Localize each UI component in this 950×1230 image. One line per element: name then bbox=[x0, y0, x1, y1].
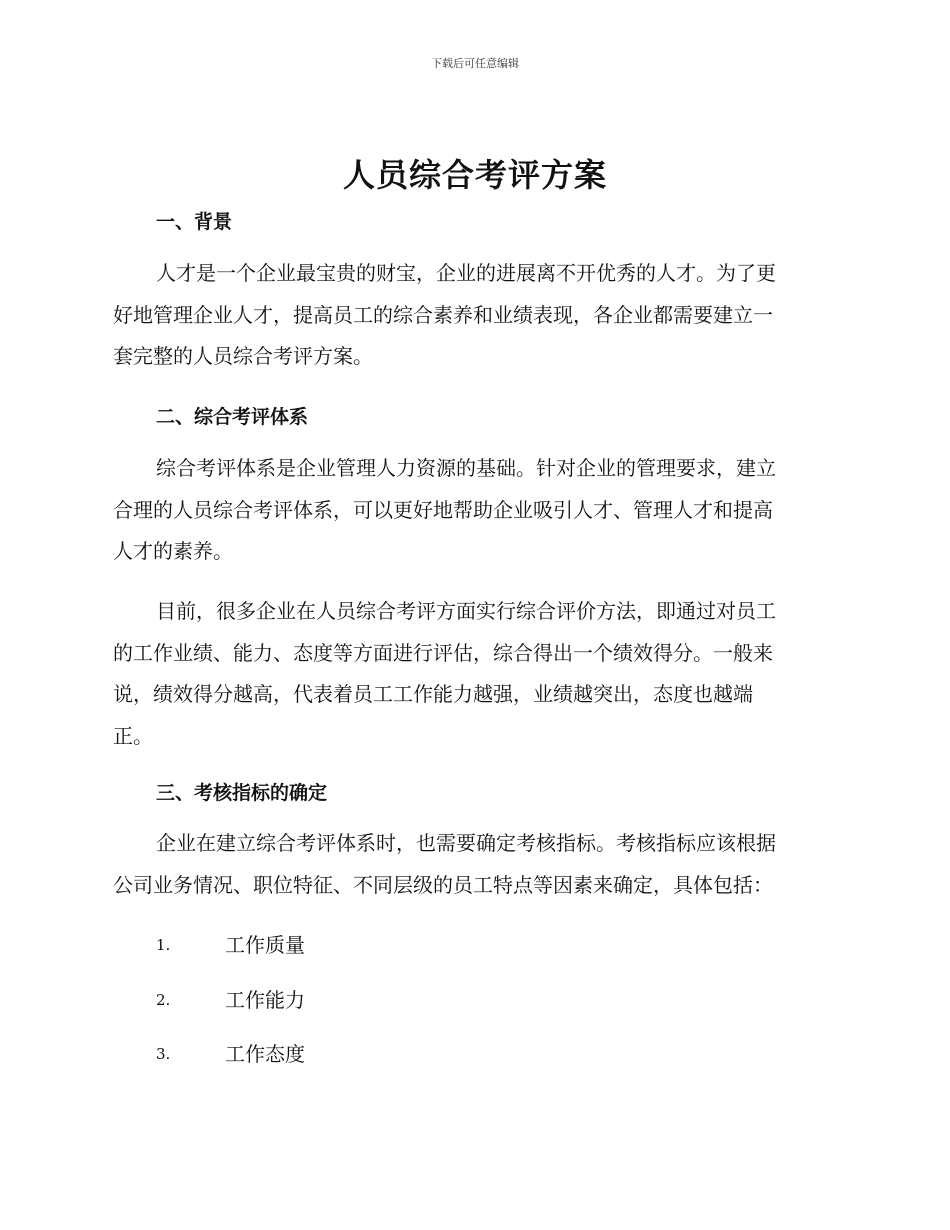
list-item-number: 2. bbox=[156, 991, 171, 1009]
paragraph-evaluation-system bbox=[113, 448, 853, 573]
list-item bbox=[156, 1038, 305, 1067]
section-heading-assessment-indicators: 三、考核指标的确定 bbox=[156, 782, 328, 804]
paragraph-line: 正。 bbox=[113, 723, 153, 748]
section-heading-evaluation-system: 二、综合考评体系 bbox=[156, 406, 309, 428]
header-note: 下载后可任意编辑 bbox=[431, 57, 519, 70]
list-item-text: 工作质量 bbox=[225, 933, 305, 957]
list-item-text: 工作能力 bbox=[225, 988, 305, 1012]
section-heading-background: 一、背景 bbox=[156, 211, 233, 233]
paragraph-line: 好地管理企业人才，提高员工的综合素养和业绩表现，各企业都需要建立一 bbox=[113, 302, 773, 327]
paragraph-line: 说，绩效得分越高，代表着员工工作能力越强，业绩越突出，态度也越端 bbox=[113, 682, 753, 706]
paragraph-line: 综合考评体系是企业管理人力资源的基础。针对企业的管理要求，建立 bbox=[156, 456, 776, 480]
paragraph-assessment-indicators bbox=[113, 823, 853, 906]
list-item-number: 1. bbox=[156, 936, 171, 954]
list-item bbox=[156, 929, 305, 958]
paragraph-line: 合理的人员综合考评体系，可以更好地帮助企业吸引人才、管理人才和提高 bbox=[113, 497, 773, 522]
list-item-text: 工作态度 bbox=[225, 1042, 305, 1066]
paragraph-line: 公司业务情况、职位特征、不同层级的员工特点等因素来确定，具体包括： bbox=[113, 872, 773, 897]
paragraph-current-practice bbox=[113, 591, 853, 757]
paragraph-line: 人才是一个企业最宝贵的财宝，企业的进展离不开优秀的人才。为了更 bbox=[156, 261, 776, 285]
list-item-number: 3. bbox=[156, 1045, 171, 1063]
paragraph-background bbox=[113, 253, 853, 378]
paragraph-line: 目前，很多企业在人员综合考评方面实行综合评价方法，即通过对员工 bbox=[156, 599, 776, 623]
list-item bbox=[156, 984, 305, 1013]
paragraph-line: 套完整的人员综合考评方案。 bbox=[113, 344, 373, 368]
paragraph-line: 的工作业绩、能力、态度等方面进行评估，综合得出一个绩效得分。一般来 bbox=[113, 640, 773, 665]
paragraph-line: 企业在建立综合考评体系时，也需要确定考核指标。考核指标应该根据 bbox=[156, 831, 776, 855]
document-title: 人员综合考评方案 bbox=[342, 156, 607, 194]
paragraph-line: 人才的素养。 bbox=[113, 539, 233, 563]
